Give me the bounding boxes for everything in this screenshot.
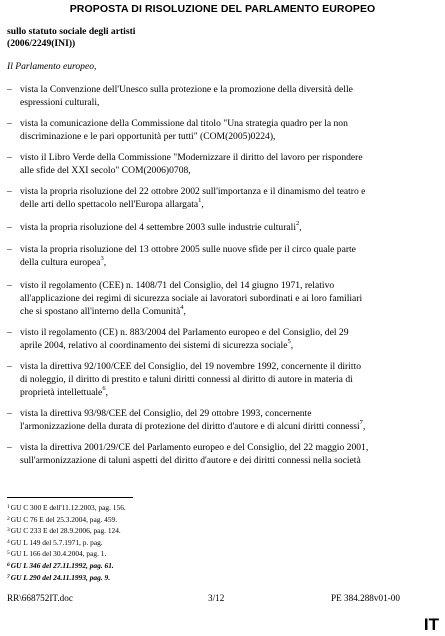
citation-text: [20, 83, 420, 109]
footnote-text: GU L 166 del 30.4.2004, pag. 1.: [10, 549, 107, 559]
citation-line: [20, 164, 420, 177]
footer-pe-ref: PE 384.288v01-00: [331, 593, 400, 603]
intro-line: Il Parlamento europeo,: [7, 61, 97, 72]
citation-line: [20, 279, 420, 292]
citation-line-text: alle sfide del XXI secolo" COM(2006)0708,: [20, 165, 191, 176]
citation-text: [20, 360, 420, 399]
citation-text: [20, 185, 420, 211]
citation-line: [20, 441, 420, 454]
list-dash: –: [7, 442, 12, 453]
citation-text: [20, 243, 420, 269]
citation-tail: ,: [299, 222, 302, 233]
footnote-item: [7, 561, 126, 573]
footnote-number: 7: [7, 573, 10, 580]
footnote-ref: 2: [296, 219, 300, 227]
citation-tail: ,: [103, 257, 107, 268]
citation-text: [20, 221, 420, 234]
citation-line-text: vista la comunicazione della Commissione dal titolo "Una strategia quadro per la non: [20, 118, 348, 129]
footnote-text: GU C 76 E del 25.3.2004, pag. 459.: [10, 514, 118, 524]
citation-line: [20, 198, 420, 211]
citation-line-text: visto il Libro Verde della Commissione "Modernizzare il diritto del lavoro per rispondere: [20, 152, 363, 163]
citation-line: [20, 185, 420, 198]
footer-page-number: 3/12: [208, 593, 225, 603]
citation-line-text: aprile 2004, relativo al coordinamento dei sistemi di sicurezza sociale: [20, 340, 288, 351]
footnote-text: GU L 346 del 27.11.1992, pag. 61.: [10, 560, 114, 570]
citation-line-text: visto il regolamento (CE) n. 883/2004 del Parlamento europeo e del Consiglio, del 29: [20, 327, 349, 338]
citation-line: [20, 243, 420, 256]
citation-line-text: vista la direttiva 92/100/CEE del Consiglio, del 19 novembre 1992, concernente il diritto: [20, 361, 362, 372]
footnote-ref: 7: [359, 418, 363, 426]
citation-tail: ,: [183, 306, 186, 317]
footnote-ref: 3: [100, 254, 104, 262]
citation-line-text: vista la direttiva 2001/29/CE del Parlamento europeo e del Consiglio, del 22 maggio 2001,: [20, 442, 369, 453]
citation-line-text: all'applicazione dei regimi di sicurezza sociale ai lavoratori subordinati e ai loro familiari: [20, 293, 363, 304]
footnote-text: GU C 233 E del 28.9.2006, pag. 124.: [10, 526, 121, 536]
citation-line: [20, 454, 420, 467]
citation-text: [20, 407, 420, 433]
footnote-number: 3: [7, 527, 10, 534]
footnote-ref: 1: [198, 196, 202, 204]
footnote-number: 2: [7, 515, 10, 522]
citation-tail: ,: [201, 199, 204, 210]
citation-tail: ,: [290, 340, 294, 351]
citation-line-text: espressioni culturali,: [20, 97, 100, 108]
list-dash: –: [7, 186, 12, 197]
citation-line-text: proprietà intellettuale: [20, 387, 103, 398]
language-code: IT: [423, 615, 439, 634]
citation-line: [20, 117, 420, 130]
footnote-ref: 5: [287, 337, 291, 345]
citation-line-text: l'armonizzazione della durata di protezione del diritto d'autore e di alcuni diritti connessi: [20, 421, 360, 432]
document-title: PROPOSTA DI RISOLUZIONE DEL PARLAMENTO EUROPEO: [69, 3, 376, 15]
citation-line: [20, 373, 420, 386]
citation-line-text: delle arti dello spettacolo nell'Europa allargata: [20, 199, 199, 210]
citation-line: [20, 326, 420, 339]
citation-line: [20, 339, 420, 352]
footnote-item: [7, 515, 126, 527]
citation-line: [20, 360, 420, 373]
footnote-item: [7, 573, 126, 585]
procedure-number: (2006/2249(INI)): [7, 38, 76, 49]
subject-line: sullo statuto sociale degli artisti: [7, 26, 136, 37]
footnote-number: 1: [7, 504, 10, 510]
footnote-text: GU L 290 del 24.11.1993, pag. 9.: [10, 572, 111, 582]
footnote-number: 4: [7, 538, 10, 545]
citation-line: [20, 305, 420, 318]
list-dash: –: [7, 280, 12, 291]
citation-line-text: sull'armonizzazione di taluni aspetti del diritto d'autore e dei diritti connessi nella società: [20, 455, 361, 466]
citation-line: [20, 256, 420, 269]
citation-tail: ,: [105, 387, 108, 398]
citation-line-text: che si spostano all'interno della Comunità: [20, 306, 181, 317]
citation-line: [20, 420, 420, 433]
footnote-item: [7, 538, 126, 550]
citation-line-text: visto il regolamento (CEE) n. 1408/71 del Consiglio, del 14 giugno 1971, relativo: [20, 280, 335, 291]
footnote-text: GU L 149 del 5.7.1971, p. pag.: [10, 537, 103, 547]
citation-tail: ,: [362, 421, 366, 432]
citation-line-text: di noleggio, il diritto di prestito e taluni diritti connessi al diritto di autore in materia di: [20, 374, 353, 385]
footnote-item: [7, 549, 126, 561]
citation-line-text: discriminazione e le pari opportunità per tutti" (COM(2005)0224),: [20, 131, 276, 142]
resolution-subject: [7, 26, 135, 50]
citation-text: [20, 326, 420, 352]
citation-line: [20, 386, 420, 399]
list-dash: –: [7, 84, 12, 95]
footnote-divider: [7, 497, 133, 498]
footnote-ref: 6: [102, 384, 106, 392]
citation-line-text: vista la Convenzione dell'Unesco sulla protezione e la promozione della diversità delle: [20, 84, 353, 95]
list-dash: –: [7, 327, 12, 338]
footnote-number: 5: [7, 550, 10, 557]
citation-text: [20, 117, 420, 143]
list-dash: –: [7, 361, 12, 372]
footnote-item: [7, 503, 126, 515]
citation-line-text: della cultura europea: [20, 257, 101, 268]
list-dash: –: [7, 118, 12, 129]
citation-line-text: vista la propria risoluzione del 13 ottobre 2005 sulle nuove sfide per il circo quale parte: [20, 244, 356, 255]
footer-doc-ref: RR\668752IT.doc: [7, 593, 73, 603]
footnote-number: 6: [7, 561, 10, 568]
footnote-item: [7, 526, 126, 538]
citation-line: [20, 292, 420, 305]
list-dash: –: [7, 222, 12, 233]
citation-text: [20, 151, 420, 177]
footnote-text: GU C 300 E dell'11.12.2003, pag. 156.: [10, 503, 126, 512]
citation-line: [20, 83, 420, 96]
list-dash: –: [7, 408, 12, 419]
citation-line-text: vista la direttiva 93/98/CEE del Consiglio, del 29 ottobre 1993, concernente: [20, 408, 312, 419]
citation-line-text: vista la propria risoluzione del 4 settembre 2003 sulle industrie culturali: [20, 222, 297, 233]
list-dash: –: [7, 152, 12, 163]
citation-text: [20, 279, 420, 318]
list-dash: –: [7, 244, 12, 255]
citation-line: [20, 130, 420, 143]
footnotes: [7, 503, 126, 584]
citation-line: [20, 96, 420, 109]
citation-line-text: vista la propria risoluzione del 22 ottobre 2002 sull'importanza e il dinamismo del teatro e: [20, 186, 366, 197]
citation-line: [20, 151, 420, 164]
footnote-ref: 4: [180, 303, 184, 311]
citation-text: [20, 441, 420, 467]
citation-line: [20, 221, 420, 234]
